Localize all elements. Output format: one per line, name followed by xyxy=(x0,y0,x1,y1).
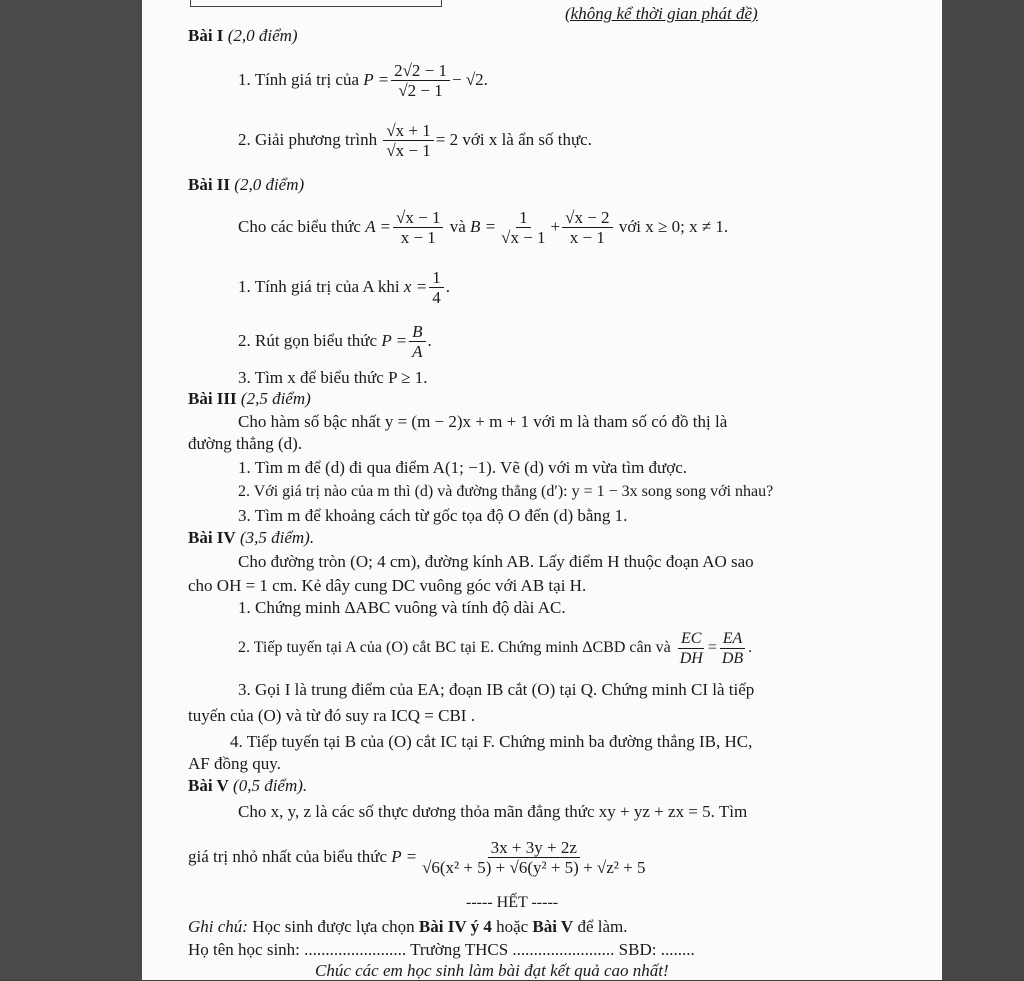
bai2-q2-fraction: $\frac{B}{A}$ xyxy=(409,322,425,361)
bai4-line1: Cho đường tròn (O; 4 cm), đường kính AB. Lấy điểm H thuộc đoạn AO sao xyxy=(238,552,754,571)
end-marker: ----- HẾT ----- xyxy=(466,894,559,911)
header-box xyxy=(190,0,442,7)
bai2-intro: Cho các biểu thức A = $\frac{√x - 1}{x - 1}$ và B = $\frac{1}{√x - 1}$ + $\frac{√x - 2}{x - 1}$ với x ≥ 0; x ≠ 1. xyxy=(238,207,729,247)
bai4-q3-line2: tuyến của (O) và từ đó suy ra ICQ = CBI . xyxy=(188,706,475,725)
bai1-q1: 1. Tính giá trị của P = $\frac{2√2 - 1}{√2 - 1}$ − √2. xyxy=(238,60,488,100)
bai1-q2-fraction: $\frac{√x + 1}{√x - 1}$ xyxy=(383,121,433,160)
bai4-q2-fraction-ec: $\frac{EC}{DH}$ xyxy=(679,629,703,667)
bai4-q4-line1: 4. Tiếp tuyến tại B của (O) cắt IC tại F. Chứng minh ba đường thẳng IB, HC, xyxy=(230,732,753,751)
bai3-heading: Bài III (2,5 điểm) xyxy=(188,389,311,408)
left-margin xyxy=(0,0,142,980)
bai3-q3: 3. Tìm m để khoảng cách từ gốc tọa độ O đến (d) bằng 1. xyxy=(238,506,628,525)
bai4-q3-line1: 3. Gọi I là trung điểm của EA; đoạn IB cắt (O) tại Q. Chứng minh CI là tiếp xyxy=(238,680,755,699)
bai2-q1-fraction: $\frac{1}{4}$ xyxy=(429,268,444,307)
time-note: (không kể thời gian phát đề) xyxy=(565,4,758,23)
footer-wish: Chúc các em học sinh làm bài đạt kết quả cao nhất! xyxy=(315,961,669,980)
bai5-fraction: $\frac{3x + 3y + 2z}{\text{√6(x² + 5) + √6(y² + 5) + √z² + 5}}$ xyxy=(422,837,646,877)
bai2-heading: Bài II (2,0 điểm) xyxy=(188,175,305,194)
bai2-b1-fraction: $\frac{1}{√x - 1}$ xyxy=(501,207,546,247)
footer-note: Ghi chú: Học sinh được lựa chọn Bài IV ý 4 hoặc Bài V để làm. xyxy=(188,917,628,936)
bai3-line2: đường thẳng (d). xyxy=(188,434,303,453)
bai5-heading: Bài V (0,5 điểm). xyxy=(188,776,308,795)
bai4-q1: 1. Chứng minh ΔABC vuông và tính độ dài AC. xyxy=(238,598,566,617)
bai2-a-fraction: $\frac{√x - 1}{x - 1}$ xyxy=(393,208,443,247)
bai3-q1: 1. Tìm m để (d) đi qua điểm A(1; −1). Vẽ (d) với m vừa tìm được. xyxy=(238,458,688,477)
bai2-q2: 2. Rút gọn biểu thức P = $\frac{B}{A}$ . xyxy=(238,321,432,361)
right-margin xyxy=(942,0,1024,980)
bai3-q2: 2. Với giá trị nào của m thì (d) và đường thẳng (d′): y = 1 − 3x song song với nhau? xyxy=(238,483,774,500)
footer-student-info: Họ tên học sinh: ........................ Trường THCS ........................ SBD: ........ xyxy=(188,940,695,959)
bai1-q1-fraction: $\frac{2√2 - 1}{√2 - 1}$ xyxy=(391,61,450,100)
bai2-q1: 1. Tính giá trị của A khi x = $\frac{1}{4}$ . xyxy=(238,267,450,307)
bai4-q4-line2: AF đồng quy. xyxy=(188,754,281,773)
bai4-q2: 2. Tiếp tuyến tại A của (O) cắt BC tại E. Chứng minh ΔCBD cân và $\frac{EC}{DH}$ = $\frac{EA}{DB}$ . xyxy=(238,629,753,667)
bai5-line2: giá trị nhỏ nhất của biểu thức P = $\frac{3x + 3y + 2z}{\text{√6(x² + 5) + √6(y² + 5) + √z² + 5}}$ xyxy=(188,828,650,886)
bai4-line2: cho OH = 1 cm. Kẻ dây cung DC vuông góc với AB tại H. xyxy=(188,576,587,595)
bai5-line1: Cho x, y, z là các số thực dương thỏa mãn đẳng thức xy + yz + zx = 5. Tìm xyxy=(238,802,748,821)
bai2-b2-fraction: $\frac{√x - 2}{x - 1}$ xyxy=(562,208,612,247)
bai3-line1: Cho hàm số bậc nhất y = (m − 2)x + m + 1 với m là tham số có đồ thị là xyxy=(238,412,728,431)
bai2-q3: 3. Tìm x để biểu thức P ≥ 1. xyxy=(238,368,428,387)
bai1-q2: 2. Giải phương trình $\frac{√x + 1}{√x - 1}$ = 2 với x là ẩn số thực. xyxy=(238,120,592,160)
bai1-heading: Bài I (2,0 điểm) xyxy=(188,26,298,45)
bai4-heading: Bài IV (3,5 điểm). xyxy=(188,528,315,547)
bai4-q2-fraction-ea: $\frac{EA}{DB}$ xyxy=(719,629,746,668)
